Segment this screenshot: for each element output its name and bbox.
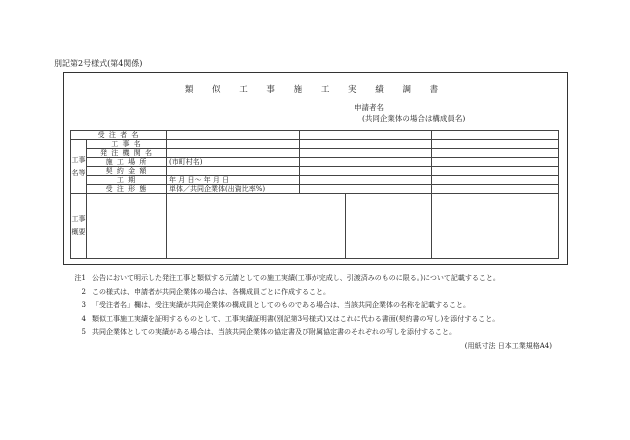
contractor-name-label: 受 注 者 名 — [71, 131, 167, 140]
section-label-construction: 工事名等 — [71, 140, 87, 194]
note-number: 注1 — [74, 274, 86, 282]
notes-section — [62, 272, 582, 353]
cell — [300, 185, 432, 194]
form-frame — [63, 72, 568, 265]
note-item — [62, 326, 582, 340]
table-row — [71, 131, 559, 140]
note-text: 共同企業体としての実績がある場合は、当該共同企業体の協定書及び附属協定書のそれぞれの写しを添付すること。 — [92, 328, 456, 336]
order-type-value: 単体／共同企業体(出資比率%) — [167, 185, 300, 194]
note-text: この様式は、申請者が共同企業体の場合は、各構成員ごとに作成すること。 — [92, 287, 330, 296]
note-number: 2 — [81, 287, 86, 296]
cell — [432, 140, 559, 149]
performance-table — [70, 130, 559, 259]
order-type-label: 受 注 形 態 — [87, 185, 167, 194]
note-number: 5 — [81, 328, 86, 336]
contract-amount-label: 契 約 金 額 — [87, 167, 167, 176]
note-item — [62, 286, 582, 300]
cell — [432, 176, 559, 185]
period-label: 工 期 — [87, 176, 167, 185]
cell — [300, 149, 432, 158]
cell — [432, 149, 559, 158]
note-number: 3 — [81, 301, 86, 309]
table-row — [71, 140, 559, 149]
site-value: (市町村名) — [167, 158, 300, 167]
note-item — [62, 299, 582, 313]
table-row — [71, 194, 559, 259]
cell — [432, 185, 559, 194]
form-number-label: 別記第2号様式(第4関係) — [54, 59, 143, 68]
site-label: 施 工 場 所 — [87, 158, 167, 167]
cell — [300, 176, 432, 185]
form-title: 類 似 工 事 施 工 実 績 調 書 — [184, 85, 447, 95]
table-row — [71, 185, 559, 194]
table-row — [71, 158, 559, 167]
cell — [167, 167, 300, 176]
cell — [432, 194, 559, 259]
note-text: 「受注者名」欄は、受注実績が共同企業体の構成員としてのものである場合は、当該共同企業体の名称を記載すること。 — [92, 301, 470, 309]
cell — [432, 158, 559, 167]
cell — [167, 149, 300, 158]
period-value: 年 月 日～ 年 月 日 — [167, 176, 300, 185]
cell — [167, 140, 300, 149]
applicant-jv-note: (共同企業体の場合は構成員名) — [362, 114, 466, 123]
note-item — [62, 313, 582, 327]
cell — [300, 167, 432, 176]
note-text: 類似工事施工実績を証明するものとして、工事実績証明書(別記第3号様式)又はこれに代わる書面(契約書の写し)を添付すること。 — [92, 314, 500, 323]
table-row — [71, 176, 559, 185]
cell — [167, 131, 300, 140]
cell — [346, 194, 432, 259]
client-label: 発 注 機 関 名 — [87, 149, 167, 158]
table-row — [71, 149, 559, 158]
cell — [300, 158, 432, 167]
note-text: 公告において明示した発注工事と類似する元請としての施工実績(工事が完成し、引渡済みのものに限る。)について記載すること。 — [92, 274, 500, 282]
construction-name-label: 工 事 名 — [87, 140, 167, 149]
cell — [432, 167, 559, 176]
cell — [87, 194, 167, 259]
paper-size-note: (用紙寸法 日本工業規格A4) — [464, 341, 552, 350]
table-row — [71, 167, 559, 176]
cell — [167, 194, 346, 259]
note-number: 4 — [81, 314, 86, 323]
applicant-block — [354, 102, 465, 124]
cell — [432, 131, 559, 140]
section-label-overview: 工事概要 — [71, 194, 87, 259]
cell — [300, 140, 432, 149]
note-item — [62, 272, 582, 286]
applicant-name-label: 申請者名 — [354, 103, 384, 112]
cell — [300, 131, 432, 140]
